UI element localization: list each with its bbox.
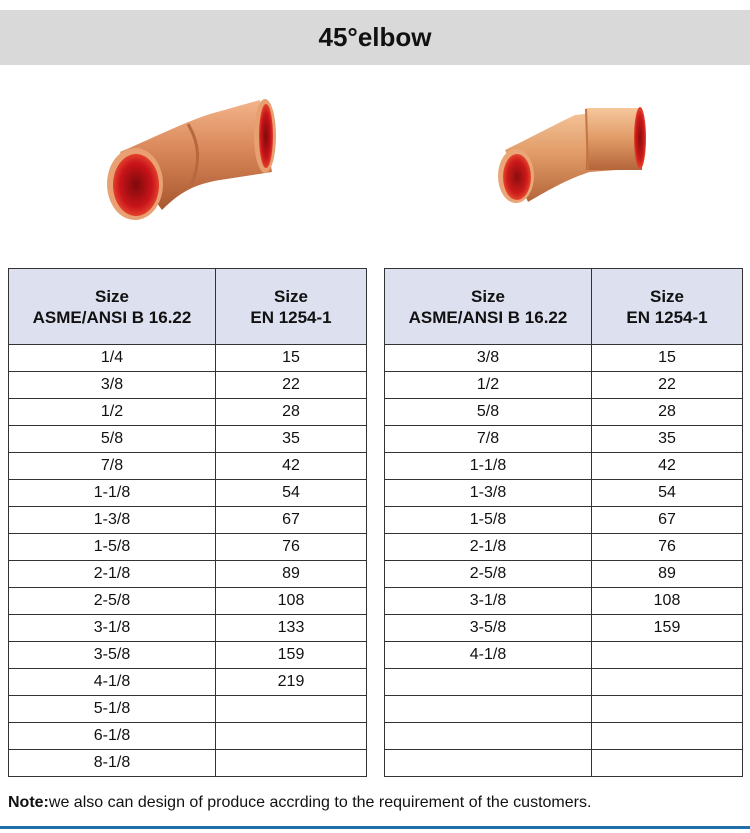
table-row bbox=[385, 615, 743, 642]
table-body bbox=[9, 345, 367, 777]
table-row bbox=[385, 669, 743, 696]
cell-asme-size: 3/8 bbox=[9, 372, 216, 399]
note-label: Note: bbox=[8, 794, 49, 811]
cell-asme-size: 1/2 bbox=[385, 372, 592, 399]
cell-asme-size: 1-3/8 bbox=[9, 507, 216, 534]
cell-asme-size: 3-5/8 bbox=[9, 642, 216, 669]
column-header-asme bbox=[9, 269, 216, 345]
table-row bbox=[385, 642, 743, 669]
table-row bbox=[385, 696, 743, 723]
cell-en-size bbox=[216, 750, 367, 777]
cell-en-size: 15 bbox=[216, 345, 367, 372]
cell-asme-size bbox=[385, 669, 592, 696]
cell-en-size: 22 bbox=[216, 372, 367, 399]
page-title-bar bbox=[0, 10, 750, 65]
table-row bbox=[385, 750, 743, 777]
footnote bbox=[8, 794, 591, 812]
table-row bbox=[385, 561, 743, 588]
table-row bbox=[9, 561, 367, 588]
header-line: ASME/ANSI B 16.22 bbox=[32, 307, 192, 327]
cell-en-size bbox=[592, 750, 743, 777]
cell-asme-size: 1-1/8 bbox=[385, 453, 592, 480]
cell-asme-size: 8-1/8 bbox=[9, 750, 216, 777]
cell-asme-size: 3-1/8 bbox=[385, 588, 592, 615]
table-row bbox=[385, 588, 743, 615]
size-table-left bbox=[8, 268, 367, 777]
table-row bbox=[9, 426, 367, 453]
column-header-asme bbox=[385, 269, 592, 345]
bottom-divider bbox=[0, 826, 750, 829]
cell-en-size: 35 bbox=[592, 426, 743, 453]
cell-en-size: 28 bbox=[592, 399, 743, 426]
cell-en-size bbox=[592, 642, 743, 669]
table-row bbox=[385, 372, 743, 399]
table-row bbox=[9, 480, 367, 507]
cell-en-size: 35 bbox=[216, 426, 367, 453]
header-line: Size bbox=[470, 286, 506, 306]
cell-asme-size: 2-1/8 bbox=[9, 561, 216, 588]
cell-en-size: 159 bbox=[216, 642, 367, 669]
cell-asme-size: 2-1/8 bbox=[385, 534, 592, 561]
header-line: Size bbox=[273, 286, 309, 306]
table-row bbox=[9, 345, 367, 372]
cell-asme-size: 3/8 bbox=[385, 345, 592, 372]
size-table-right bbox=[384, 268, 743, 777]
cell-en-size bbox=[216, 696, 367, 723]
header-line: EN 1254-1 bbox=[250, 307, 332, 327]
cell-en-size: 133 bbox=[216, 615, 367, 642]
cell-asme-size: 6-1/8 bbox=[9, 723, 216, 750]
table-row bbox=[385, 507, 743, 534]
table-row bbox=[385, 480, 743, 507]
table-row bbox=[385, 534, 743, 561]
header-line: EN 1254-1 bbox=[626, 307, 708, 327]
table-row bbox=[9, 615, 367, 642]
cell-en-size: 54 bbox=[216, 480, 367, 507]
cell-en-size: 89 bbox=[592, 561, 743, 588]
cell-en-size: 108 bbox=[216, 588, 367, 615]
cell-en-size: 22 bbox=[592, 372, 743, 399]
cell-asme-size: 2-5/8 bbox=[9, 588, 216, 615]
cell-en-size: 28 bbox=[216, 399, 367, 426]
cell-asme-size: 1/4 bbox=[9, 345, 216, 372]
cell-en-size bbox=[216, 723, 367, 750]
table-row bbox=[385, 453, 743, 480]
cell-en-size: 54 bbox=[592, 480, 743, 507]
elbow-photo-left bbox=[100, 92, 285, 227]
cell-en-size: 89 bbox=[216, 561, 367, 588]
cell-asme-size: 7/8 bbox=[9, 453, 216, 480]
table-body bbox=[385, 345, 743, 777]
cell-asme-size: 4-1/8 bbox=[385, 642, 592, 669]
table-row bbox=[9, 588, 367, 615]
table-row bbox=[9, 669, 367, 696]
cell-en-size bbox=[592, 669, 743, 696]
cell-asme-size: 3-1/8 bbox=[9, 615, 216, 642]
page-title: 45°elbow bbox=[318, 22, 432, 52]
cell-asme-size: 1-5/8 bbox=[385, 507, 592, 534]
cell-en-size: 42 bbox=[216, 453, 367, 480]
cell-asme-size: 3-5/8 bbox=[385, 615, 592, 642]
cell-en-size bbox=[592, 696, 743, 723]
cell-asme-size: 1-3/8 bbox=[385, 480, 592, 507]
table-header-row bbox=[9, 269, 367, 345]
cell-en-size: 67 bbox=[216, 507, 367, 534]
cell-en-size: 219 bbox=[216, 669, 367, 696]
table-row bbox=[9, 723, 367, 750]
cell-en-size: 159 bbox=[592, 615, 743, 642]
header-line: ASME/ANSI B 16.22 bbox=[408, 307, 568, 327]
table-row bbox=[385, 399, 743, 426]
cell-asme-size: 7/8 bbox=[385, 426, 592, 453]
cell-asme-size bbox=[385, 723, 592, 750]
note-text: we also can design of produce accrding to the requirement of the customers. bbox=[48, 794, 592, 811]
cell-en-size: 108 bbox=[592, 588, 743, 615]
table-row bbox=[385, 345, 743, 372]
cell-en-size: 15 bbox=[592, 345, 743, 372]
table-row bbox=[9, 507, 367, 534]
cell-en-size: 42 bbox=[592, 453, 743, 480]
table-row bbox=[9, 750, 367, 777]
table-header-row bbox=[385, 269, 743, 345]
elbow-photo-right bbox=[490, 100, 650, 210]
header-line: Size bbox=[94, 286, 130, 306]
cell-asme-size: 2-5/8 bbox=[385, 561, 592, 588]
table-row bbox=[9, 534, 367, 561]
cell-en-size: 76 bbox=[216, 534, 367, 561]
cell-asme-size bbox=[385, 750, 592, 777]
cell-asme-size: 5-1/8 bbox=[9, 696, 216, 723]
table-row bbox=[385, 426, 743, 453]
cell-en-size: 76 bbox=[592, 534, 743, 561]
table-row bbox=[9, 399, 367, 426]
header-line: Size bbox=[649, 286, 685, 306]
table-row bbox=[385, 723, 743, 750]
cell-asme-size: 4-1/8 bbox=[9, 669, 216, 696]
cell-asme-size: 1-5/8 bbox=[9, 534, 216, 561]
table-row bbox=[9, 642, 367, 669]
cell-asme-size: 1/2 bbox=[9, 399, 216, 426]
cell-asme-size: 1-1/8 bbox=[9, 480, 216, 507]
column-header-en bbox=[592, 269, 743, 345]
cell-asme-size: 5/8 bbox=[385, 399, 592, 426]
table-row bbox=[9, 453, 367, 480]
cell-asme-size bbox=[385, 696, 592, 723]
cell-asme-size: 5/8 bbox=[9, 426, 216, 453]
table-row bbox=[9, 372, 367, 399]
cell-en-size bbox=[592, 723, 743, 750]
column-header-en bbox=[216, 269, 367, 345]
cell-en-size: 67 bbox=[592, 507, 743, 534]
table-row bbox=[9, 696, 367, 723]
